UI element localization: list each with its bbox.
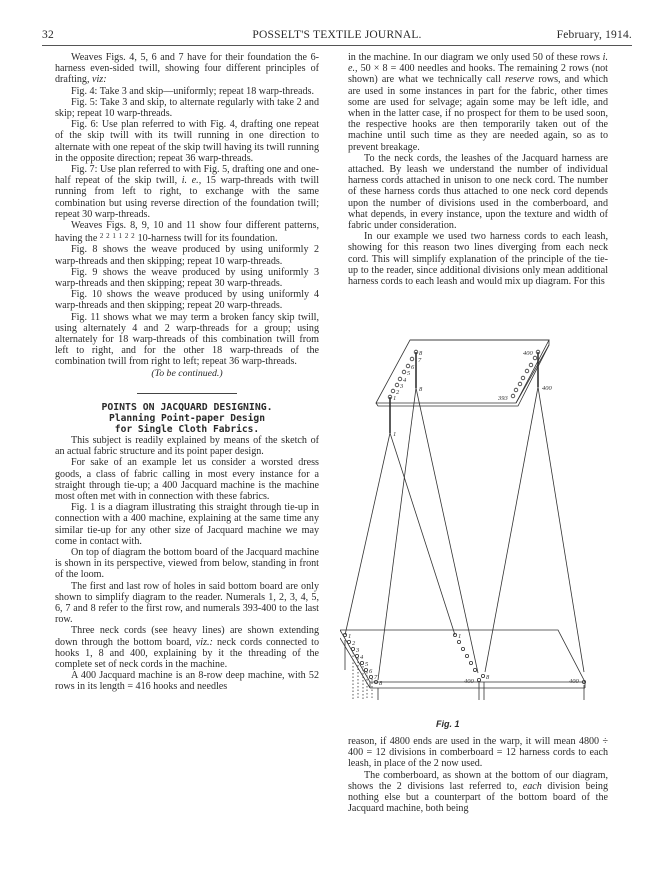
paragraph: A 400 Jacquard machine is an 8-row deep machine, with 52 rows in its length = 416 hooks and needles bbox=[55, 670, 319, 693]
svg-text:400: 400 bbox=[464, 678, 474, 685]
journal-title: POSSELT'S TEXTILE JOURNAL. bbox=[252, 29, 422, 41]
paragraph: Fig. 8 shows the weave produced by using uniformly 2 warp-threads and then skipping; repeat 10 warp-threads. bbox=[55, 244, 319, 267]
svg-text:7: 7 bbox=[374, 674, 378, 681]
header-rule bbox=[42, 45, 632, 46]
svg-text:4: 4 bbox=[360, 654, 364, 661]
paragraph: This subject is readily explained by means of the sketch of an actual fabric structure and its point paper design. bbox=[55, 434, 319, 458]
svg-text:393: 393 bbox=[498, 395, 508, 402]
paragraph: Weaves Figs. 4, 5, 6 and 7 have for their foundation the 6-harness even-sided twill, showing four different principles of drafting, viz: bbox=[55, 52, 319, 86]
svg-text:6: 6 bbox=[369, 668, 373, 675]
article-title: POINTS ON JACQUARD DESIGNING. bbox=[101, 401, 273, 413]
left-column bbox=[55, 52, 319, 693]
paragraph: To the neck cords, the leashes of the Jacquard harness are attached. By leash we understand the number of individual harness cords attached in unison to one neck cord. The number of these harness cords thus attached to one neck cord depends upon the number of divisions used in the comberboard, and what depends, in every instance, upon the texture and width of fabric under consideration. bbox=[348, 152, 608, 232]
continued-note: (To be continued.) bbox=[151, 367, 223, 379]
svg-text:1: 1 bbox=[348, 633, 352, 640]
diagram-svg bbox=[340, 330, 668, 700]
twill-fraction: 2 2 1 1 2 2 bbox=[99, 232, 136, 241]
svg-text:3: 3 bbox=[400, 383, 404, 390]
section-divider bbox=[137, 393, 237, 394]
svg-text:400: 400 bbox=[569, 678, 579, 685]
paragraph: For sake of an example let us consider a worsted dress goods, a class of fabric calling in most every instance for a straight through tie-up; a 400 Jacquard machine is the machine most often met with in connection with these fabrics. bbox=[55, 457, 319, 502]
paragraph: On top of diagram the bottom board of the Jacquard machine is shown in its perspective, viewed from below, standing in front of the loom. bbox=[55, 546, 319, 581]
paragraph: Fig. 1 is a diagram illustrating this straight through tie-up in connection with a 400 machine, explaining at the same time any similar tie-up for any other size of Jacquard machine we may come in contact with. bbox=[55, 502, 319, 547]
paragraph: reason, if 4800 ends are used in the warp, it will mean 4800 ÷ 400 = 12 divisions in comberboard = 12 harness cords to each leash, in place of the 2 now used. bbox=[348, 736, 608, 770]
paragraph: Three neck cords (see heavy lines) are shown extending down through the bottom board, viz.: neck cords connected to hooks 1, 8 and 400, explaining by it the threading of the complete set of neck cords in the machine. bbox=[55, 625, 320, 670]
paragraph: Fig. 9 shows the weave produced by using uniformly 3 warp-threads and then skipping; repeat 30 warp-threads. bbox=[55, 266, 319, 290]
page-number: 32 bbox=[42, 29, 54, 41]
svg-text:4: 4 bbox=[403, 377, 407, 384]
svg-text:6: 6 bbox=[411, 364, 415, 371]
svg-text:5: 5 bbox=[365, 661, 369, 668]
svg-text:8: 8 bbox=[486, 674, 490, 681]
right-column bbox=[348, 52, 608, 287]
svg-text:3: 3 bbox=[356, 647, 360, 654]
svg-text:8: 8 bbox=[379, 680, 383, 687]
svg-text:1: 1 bbox=[393, 395, 397, 402]
figure-caption: Fig. 1 bbox=[436, 719, 460, 729]
paragraph: The comberboard, as shown at the bottom of our diagram, shows the 2 divisions last referred to, each division being nothing else but a counterpart of the bottom board of the Jacquard machine, both being bbox=[348, 769, 608, 815]
svg-text:8: 8 bbox=[419, 350, 423, 357]
svg-text:5: 5 bbox=[407, 370, 411, 377]
svg-text:2: 2 bbox=[352, 640, 356, 647]
svg-text:1: 1 bbox=[458, 633, 462, 640]
jacquard-tieup-diagram bbox=[340, 330, 668, 700]
svg-text:1: 1 bbox=[393, 431, 397, 438]
paragraph: Fig. 10 shows the weave produced by using uniformly 4 warp-threads and then skipping; repeat 20 warp-threads. bbox=[55, 289, 319, 312]
paragraph: Fig. 11 shows what we may term a broken fancy skip twill, using alternately 4 and 2 warp-threads for a group; using alternately for 18 warp-threads of this combination twill from left to right, and for the other 18 warp-threads of the combination twill from right to left; repeat 36 warp-threads. bbox=[55, 311, 319, 368]
svg-text:7: 7 bbox=[418, 357, 422, 364]
paragraph: In our example we used two harness cords to each leash, showing for this reason two lines diverging from each neck cord. This will simplify explanation of the principle of the tie-up to the reader, since additional divisions only mean additional harness cords to each leash and would mix up diagram. For this bbox=[348, 231, 608, 288]
page-header bbox=[42, 29, 632, 45]
right-column-continuation bbox=[348, 736, 608, 814]
issue-date: February, 1914. bbox=[556, 29, 632, 41]
paragraph: The first and last row of holes in said bottom board are only shown to simplify diagram to the reader. Numerals 1, 2, 3, 4, 5, 6, 7 and 8 refer to the first row, and numerals 393-400 to the last row. bbox=[55, 580, 319, 626]
svg-text:8: 8 bbox=[419, 386, 423, 393]
article-subtitle: Planning Point-paper Design bbox=[109, 412, 265, 424]
paragraph: Weaves Figs. 8, 9, 10 and 11 show four different patterns, having the $^{2 2 1 1 2 2}$ 10-harness twill for its foundation. bbox=[55, 220, 319, 245]
paragraph: Fig. 5: Take 3 and skip, to alternate regularly with take 2 and skip; repeat 10 warp-threads. bbox=[55, 96, 319, 120]
paragraph: Fig. 6: Use plan referred to with Fig. 4, drafting one repeat of the skip twill with its twill running in one direction to alternate with one repeat of the skip twill having its twill running in the opposite direction; repeat 36 warp-threads. bbox=[55, 119, 319, 164]
paragraph: Fig. 7: Use plan referred to with Fig. 5, drafting one and one-half repeat of the skip twill, i. e., 15 warp-threads with twill running from left to right, to exchange with the same combination but using reverse direction of the foundation twill; repeat 30 warp-threads. bbox=[55, 164, 319, 220]
paragraph: in the machine. In our diagram we only used 50 of these rows i. e., 50 × 8 = 400 needles and hooks. The remaining 2 rows (not shown) are what we technically call reserve rows, and which are used in some instances in part for the fabric, other times some are used for selvage; again some may be left idle, and when in the latter case, if no prospect for them to be used soon, the respective hooks are then temporarily taken out of the machine until such time as they are needed again, so as to prevent breakage. bbox=[348, 52, 608, 153]
paragraph: Fig. 4: Take 3 and skip—uniformly; repeat 18 warp-threads. bbox=[71, 85, 314, 97]
svg-text:400: 400 bbox=[523, 350, 533, 357]
svg-text:400: 400 bbox=[542, 385, 552, 392]
article-subtitle: for Single Cloth Fabrics. bbox=[114, 423, 260, 435]
svg-text:2: 2 bbox=[396, 389, 400, 396]
